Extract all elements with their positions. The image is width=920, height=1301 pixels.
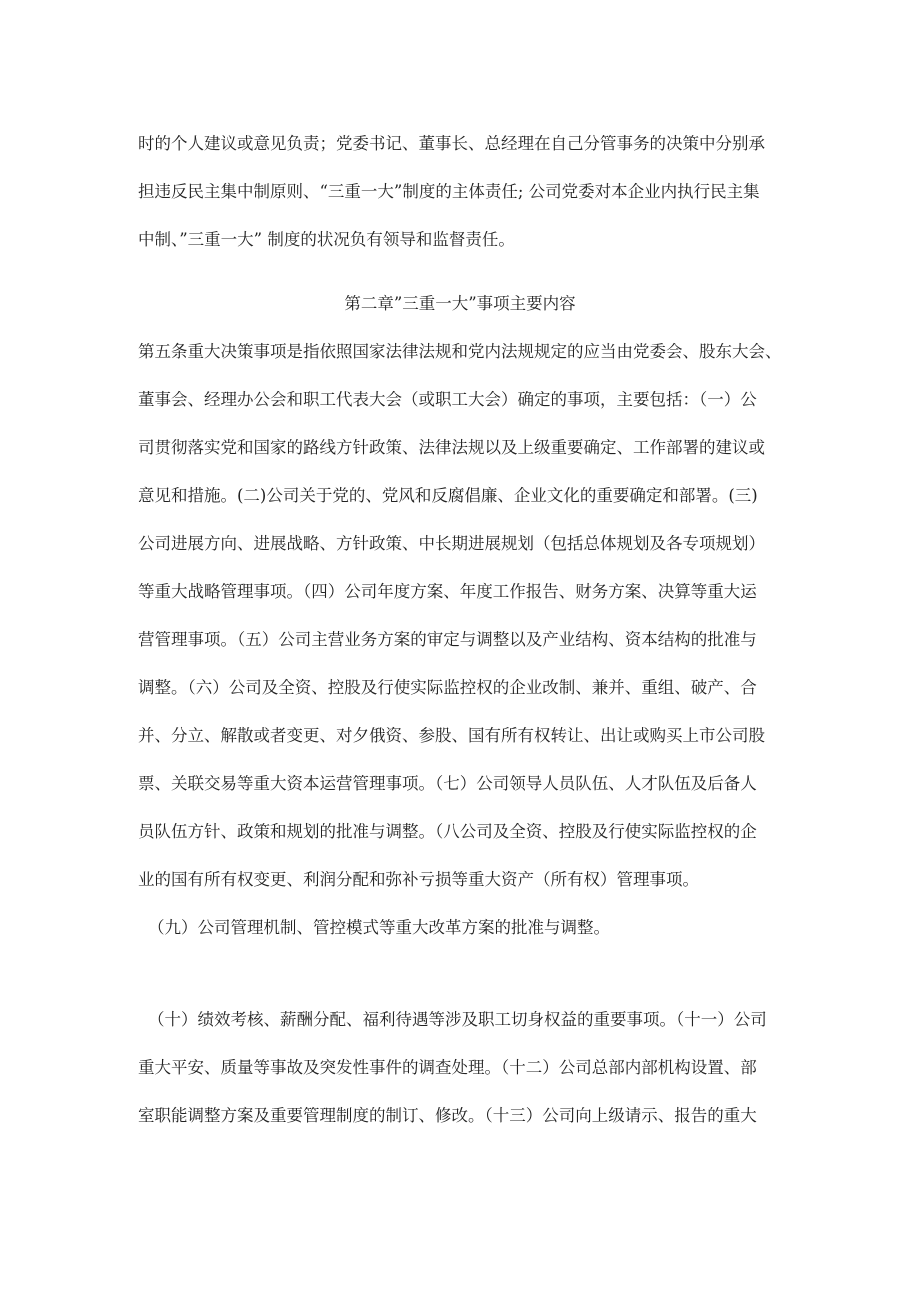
article-line: 公司进展方向、进展战略、方针政策、中长期进展规划（包括总体规划及各专项规划） (138, 534, 765, 553)
tail-line: 重大平安、质量等事故及突发性事件的调查处理。（十二）公司总部内部机构设置、部 (138, 1058, 757, 1077)
article-line: 意见和措施。(二)公司关于党的、党风和反腐倡廉、企业文化的重要确定和部署。(三) (138, 486, 758, 505)
intro-line: 时的个人建议或意见负责；党委书记、董事长、总经理在自己分管事务的决策中分别承 (138, 134, 765, 153)
article-line: 票、关联交易等重大资本运营管理事项。（七）公司领导人员队伍、人才队伍及后备人 (138, 774, 757, 793)
article-line: 第五条重大决策事项是指依照国家法律法规和党内法规规定的应当由党委会、股东大会、 (138, 342, 782, 361)
article-line: 调整。（六）公司及全资、控股及行使实际监控权的企业改制、兼并、重组、破产、合 (138, 678, 757, 697)
tail-line: （十）绩效考核、薪酬分配、福利待遇等涉及职工切身权益的重要事项。（十一）公司 (148, 1010, 767, 1029)
article-line: 营管理事项。（五）公司主营业务方案的审定与调整以及产业结构、资本结构的批准与 (138, 630, 757, 649)
article-line: 业的国有所有权变更、利润分配和弥补亏损等重大资产（所有权）管理事项。 (138, 870, 699, 889)
article-line: 司贯彻落实党和国家的路线方针政策、法律法规以及上级重要确定、工作部署的建议或 (138, 438, 765, 457)
article-line: 等重大战略管理事项。（四）公司年度方案、年度工作报告、财务方案、决算等重大运 (138, 582, 757, 601)
article-line: 并、分立、解散或者变更、对夕俄资、参股、国有所有权转让、出让或购买上市公司股 (138, 726, 765, 745)
article-line: 董事会、经理办公会和职工代表大会（或职工大会）确定的事项，主要包括：（一）公 (138, 390, 757, 409)
item-nine: （九）公司管理机制、管控模式等重大改革方案的批准与调整。 (148, 918, 610, 937)
intro-line: 中制、”三重一大” 制度的状况负有领导和监督责任。 (138, 230, 515, 249)
tail-line: 室职能调整方案及重要管理制度的制订、修改。（十三）公司向上级请示、报告的重大 (138, 1106, 757, 1125)
chapter-title: 第二章”三重一大”事项主要内容 (344, 294, 576, 313)
article-line: 员队伍方针、政策和规划的批准与调整。（八公司及全资、控股及行使实际监控权的企 (138, 822, 757, 841)
intro-line: 担违反民主集中制原则、“三重一大”制度的主体责任; 公司党委对本企业内执行民主集 (138, 182, 760, 201)
